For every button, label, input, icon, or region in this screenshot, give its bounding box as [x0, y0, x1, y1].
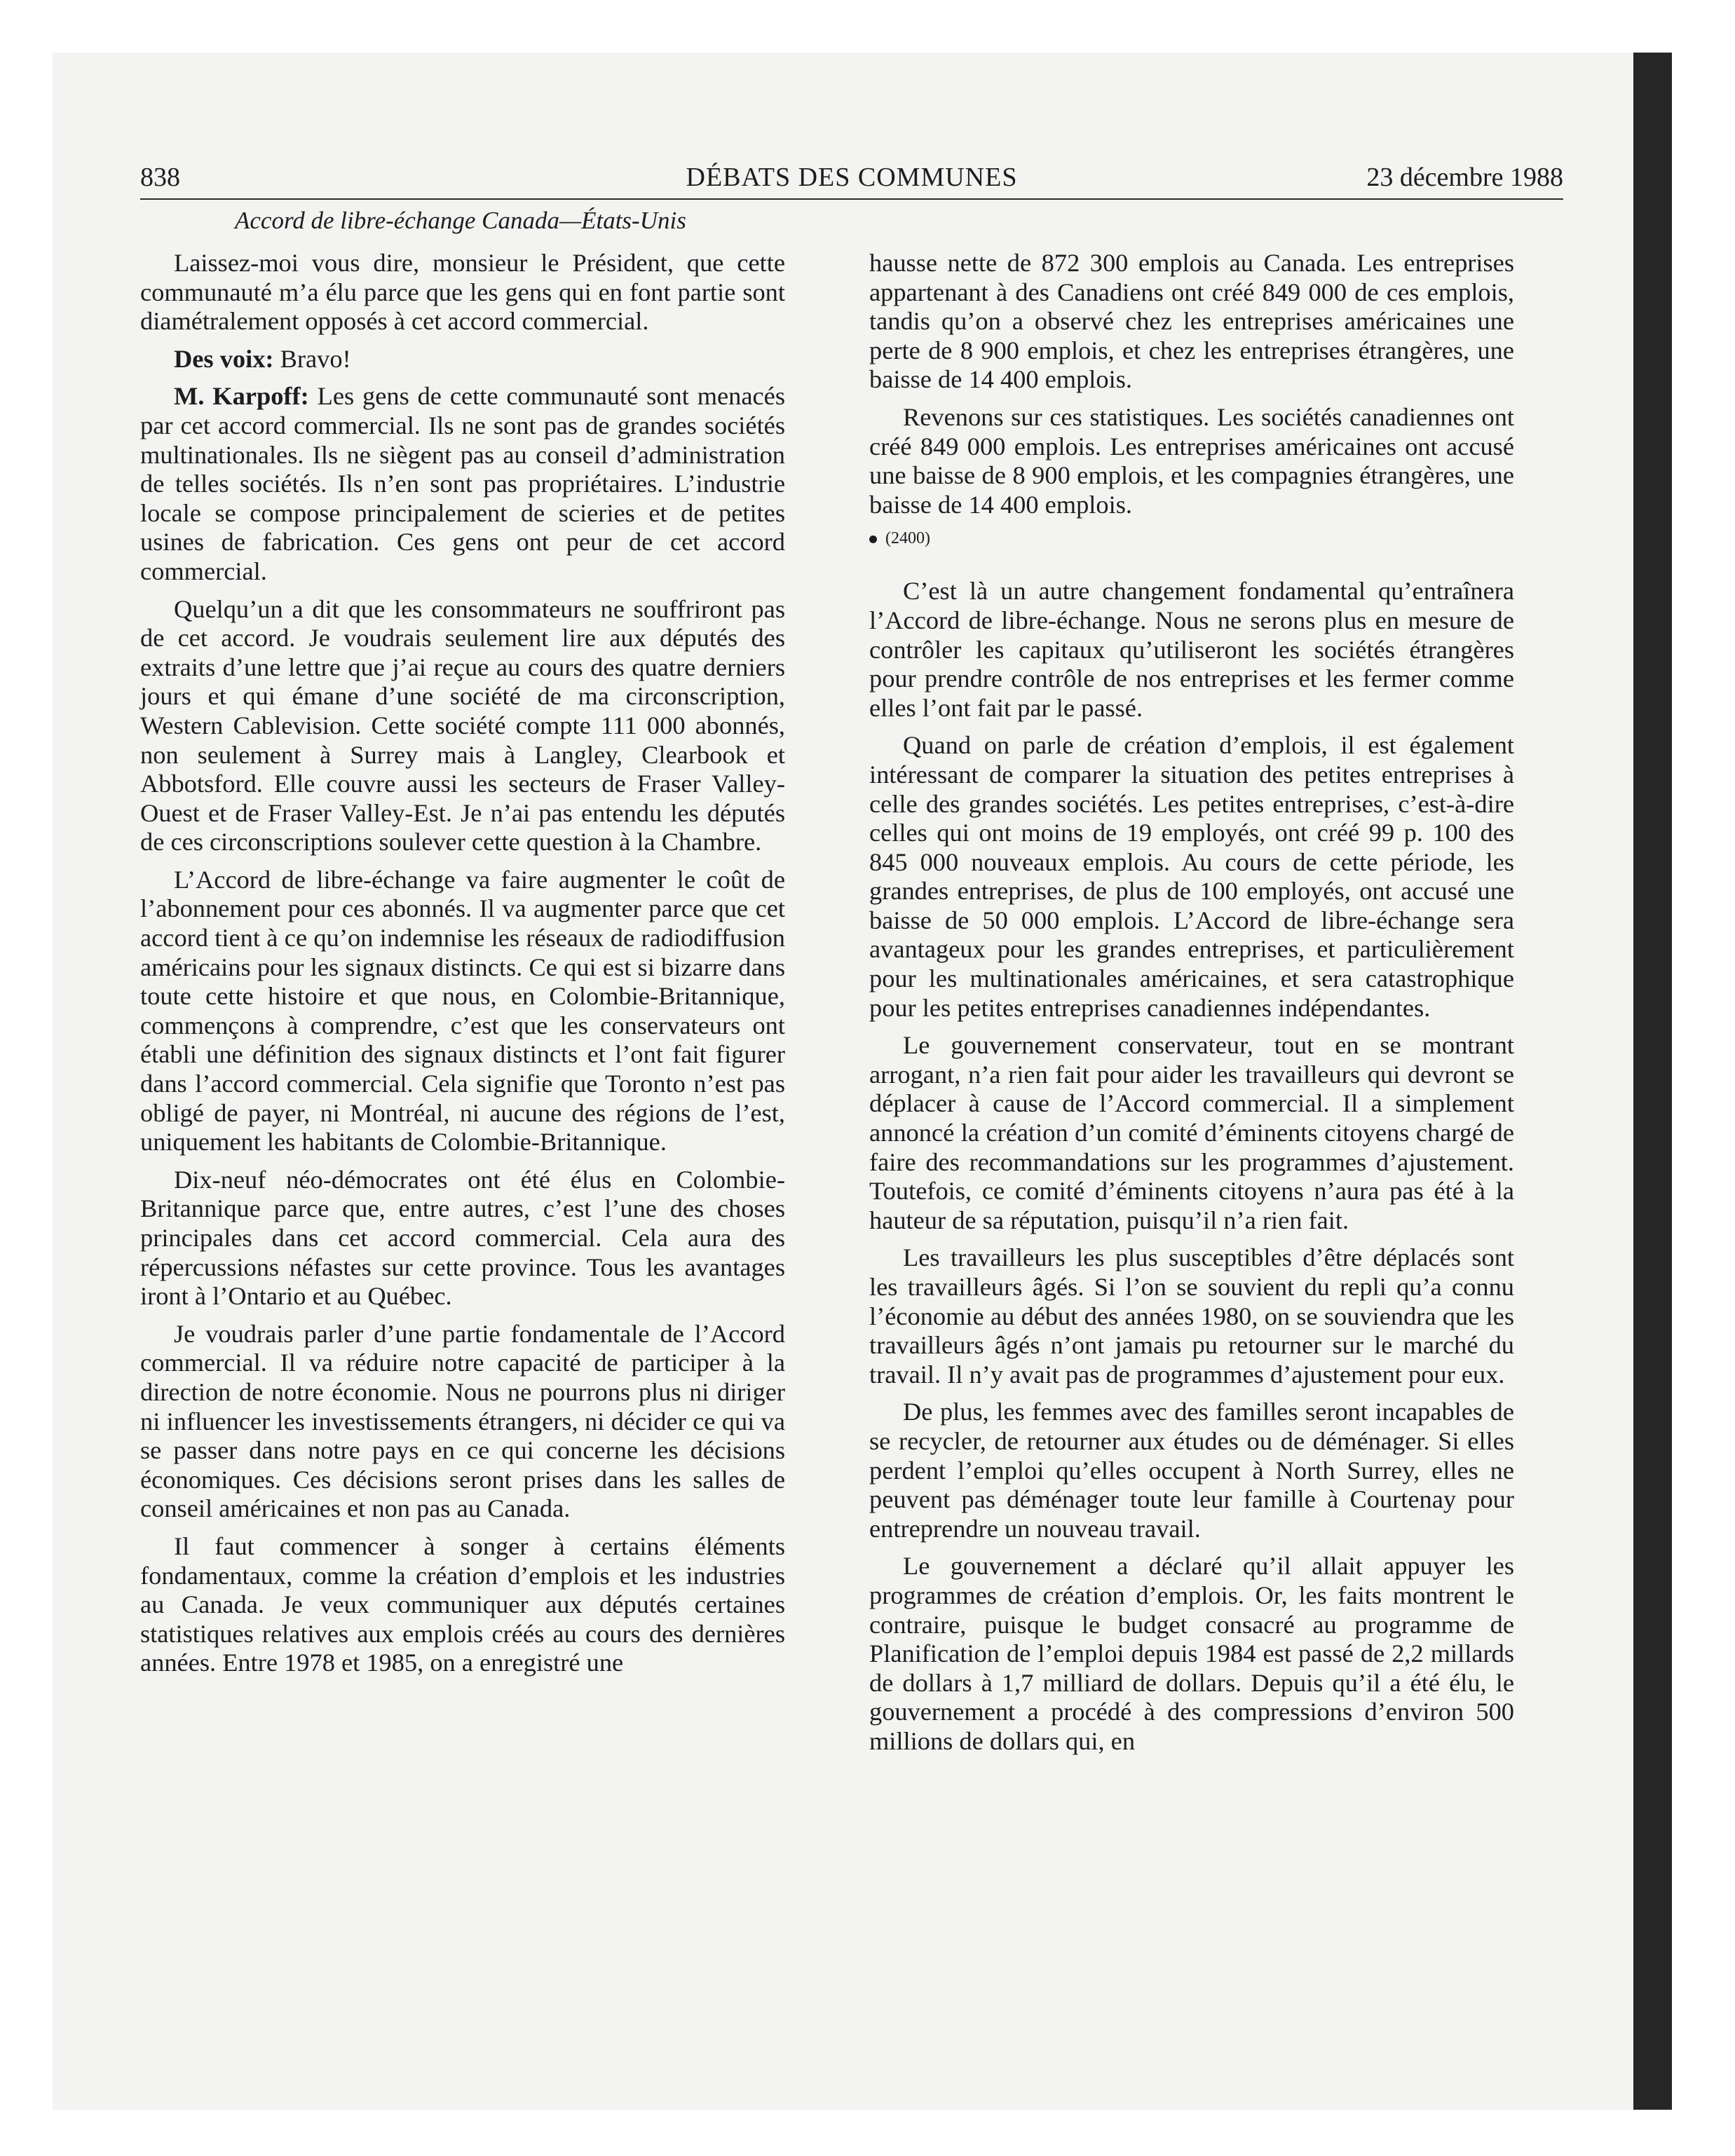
- page-header: [140, 160, 1563, 195]
- paragraph: Il faut commencer à songer à certains éléments fondamentaux, comme la création d’emplois et les industries au Canada. Je veux communiquer aux députés certaines statistiques relatives aux emplois créés au cours des dernières années. Entre 1978 et 1985, on a enregistré une: [140, 1531, 785, 1677]
- paragraph-text: Les gens de cette communauté sont menacés par cet accord commercial. Ils ne sont pas de grandes sociétés multinationales. Ils ne siègent pas au conseil d’administration de telles sociétés. Ils n’en sont pas propriétaires. L’industrie locale se compose principalement de scieries et de petites usines de fabrication. Ces gens ont peur de cet accord commercial.: [140, 382, 785, 585]
- paragraph: [140, 345, 785, 374]
- journal-title: DÉBATS DES COMMUNES: [686, 163, 1018, 192]
- paragraph: Revenons sur ces statistiques. Les sociétés canadiennes ont créé 849 000 emplois. Les entreprises américaines ont accusé une baisse de 8 900 emplois, et les compagnies étrangères, une baisse de 14 400 emplois.: [869, 402, 1514, 519]
- paragraph: Les travailleurs les plus susceptibles d’être déplacés sont les travailleurs âgés. Si l’on se souvient du repli qu’a connu l’économie au début des années 1980, on se souviendra que les travailleurs âgés n’ont jamais pu retourner sur le marché du travail. Il n’y avait pas de programmes d’ajustement pour eux.: [869, 1243, 1514, 1389]
- paragraph: Laissez-moi vous dire, monsieur le Président, que cette communauté m’a élu parce que les gens qui en font partie sont diamétralement opposés à cet accord commercial.: [140, 249, 785, 336]
- time-marker: [869, 528, 1514, 549]
- header-date: 23 décembre 1988: [1366, 163, 1563, 192]
- right-column: [869, 249, 1514, 1765]
- time-marker-label: (2400): [885, 529, 930, 548]
- running-title: Accord de libre-échange Canada—États-Unis: [235, 207, 686, 234]
- paragraph: De plus, les femmes avec des familles seront incapables de se recycler, de retourner aux études ou de déménager. Si elles perdent l’emploi qu’elles occupent à North Surrey, elles ne peuvent pas déménager toute leur famille à Courtenay pour entreprendre un nouveau travail.: [869, 1398, 1514, 1543]
- paragraph: Quelqu’un a dit que les consommateurs ne souffriront pas de cet accord. Je voudrais seulement lire aux députés des extraits d’une lettre que j’ai reçue au cours des quatre derniers jours et qui émane d’une société de ma circonscription, Western Cablevision. Cette société compte 111 000 abonnés, non seulement à Surrey mais à Langley, Clearbook et Abbotsford. Elle couvre aussi les secteurs de Fraser Valley-Ouest et de Fraser Valley-Est. Je n’ai pas entendu les députés de ces circonscriptions soulever cette question à la Chambre.: [140, 594, 785, 857]
- paragraph: hausse nette de 872 300 emplois au Canada. Les entreprises appartenant à des Canadiens ont créé 849 000 de ces emplois, tandis qu’on a observé chez les entreprises américaines une perte de 8 900 emplois, et chez les entreprises étrangères, une baisse de 14 400 emplois.: [869, 249, 1514, 394]
- paragraph: Dix-neuf néo-démocrates ont été élus en Colombie-Britannique parce que, entre autres, c’est l’une des choses principales dans cet accord commercial. Cela aura des répercussions néfastes sur cette province. Tous les avantages iront à l’Ontario et au Québec.: [140, 1165, 785, 1311]
- left-column: [140, 249, 785, 1686]
- paragraph: Je voudrais parler d’une partie fondamentale de l’Accord commercial. Il va réduire notre capacité de participer à la direction de notre économie. Nous ne pourrons plus ni diriger ni influencer les investissements étrangers, ni décider ce qui va se passer dans notre pays en ce qui concerne les décisions économiques. Ces décisions seront prises dans les salles de conseil américaines et non pas au Canada.: [140, 1319, 785, 1523]
- paragraph: C’est là un autre changement fondamental qu’entraînera l’Accord de libre-échange. Nous ne serons plus en mesure de contrôler les capitaux qu’utiliseront les sociétés étrangères pour prendre contrôle de nos entreprises et les fermer comme elles l’ont fait par le passé.: [869, 577, 1514, 722]
- paragraph-text: Bravo!: [273, 344, 351, 373]
- paragraph: [140, 382, 785, 586]
- paragraph: Quand on parle de création d’emplois, il est également intéressant de comparer la situation des petites entreprises à celle des grandes sociétés. Les petites entreprises, c’est-à-dire celles qui ont moins de 19 employés, ont créé 99 p. 100 des 845 000 nouveaux emplois. Au cours de cette période, les grandes entreprises, de plus de 100 employés, ont accusé une baisse de 50 000 emplois. L’Accord de libre-échange sera avantageux pour les grandes entreprises, et particulièrement pour les multinationales américaines, et sera catastrophique pour les petites entreprises canadiennes indépendantes.: [869, 731, 1514, 1022]
- paragraph: L’Accord de libre-échange va faire augmenter le coût de l’abonnement pour ces abonnés. Il va augmenter parce que cet accord tient à ce qu’on indemnise les réseaux de radiodiffusion américains pour les signaux distincts. Ce qui est si bizarre dans toute cette histoire et que nous, en Colombie-Britannique, commençons à comprendre, c’est que les conservateurs ont établi une définition des signaux distincts et l’ont fait figurer dans l’accord commercial. Cela signifie que Toronto n’est pas obligé de payer, ni Montréal, ni aucune des régions de l’est, uniquement les habitants de Colombie-Britannique.: [140, 865, 785, 1157]
- paragraph: Le gouvernement a déclaré qu’il allait appuyer les programmes de création d’emplois. Or, les faits montrent le contraire, puisque le budget consacré au programme de Planification de l’emploi depuis 1984 est passé de 2,2 millards de dollars à 1,7 milliard de dollars. Depuis qu’il a été élu, le gouvernement a procédé à des compressions d’environ 500 millions de dollars qui, en: [869, 1552, 1514, 1755]
- page: [140, 160, 1563, 2080]
- header-rule: [140, 198, 1563, 200]
- speaker-name: Des voix:: [174, 344, 274, 373]
- speaker-name: M. Karpoff:: [174, 382, 309, 411]
- page-number: 838: [140, 163, 180, 192]
- bullet-icon: [869, 535, 877, 543]
- scan-edge-bar: [1633, 53, 1672, 2110]
- paragraph: Le gouvernement conservateur, tout en se montrant arrogant, n’a rien fait pour aider les travailleurs qui devront se déplacer à cause de l’Accord commercial. Il a simplement annoncé la création d’un comité d’éminents citoyens chargé de faire des recommandations sur les programmes d’ajustement. Toutefois, ce comité d’éminents citoyens n’aura pas été à la hauteur de sa réputation, puisqu’il n’a rien fait.: [869, 1031, 1514, 1234]
